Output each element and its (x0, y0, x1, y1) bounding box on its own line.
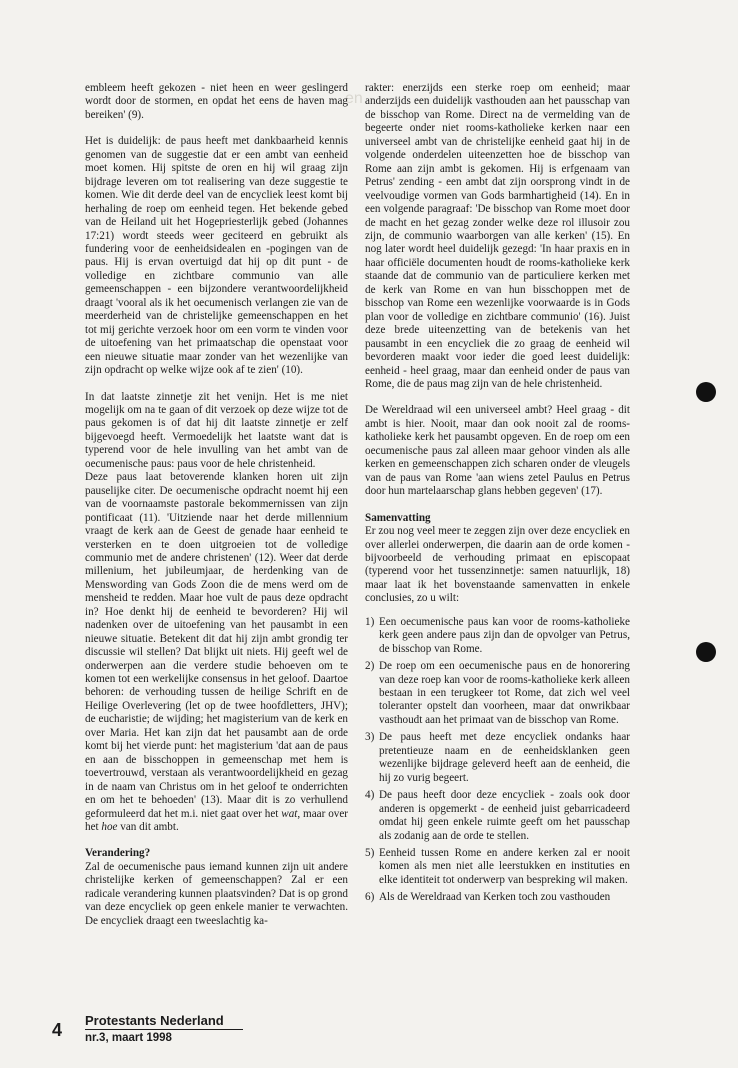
list-item (365, 616, 630, 656)
right-column (365, 82, 630, 909)
list-item (365, 891, 630, 904)
paragraph: De Wereldraad wil een universeel ambt? Heel graag - dit ambt is hier. Nooit, maar dan ook nooit zal de rooms-katholieke kerk het pausambt opgeven. En de roep om een oecumenische paus zal alleen maar gehoor vinden als alle kerken en gemeenschappen zich scharen onder de vleugels van de paus van Rome 'aan wiens zetel Paulus en Petrus door hun martelaarschap glans hebben gegeven' (17). (365, 404, 630, 498)
paragraph: Het is duidelijk: de paus heeft met dankbaarheid kennis genomen van de suggestie dat er een ambt van eenheid moet komen. Hij spitste de oren en hij wil graag zijn bijdrage leveren om tot realisering van deze suggestie te komen. Wie dit derde deel van de encycliek leest komt bij herhaling de roep om eenheid tegen. Het bekende gebed van de Heiland uit het Hogepriesterlijk gebed (Johannes 17:21) wordt steeds weer geciteerd en gebruikt als fundering voor de eenheidsidealen en -pogingen van de paus. Hij is ervan overtuigd dat hij op dit punt - de volledige en zichtbare communio van alle gemeenschappen - een bijzondere verantwoordelijkheid draagt 'vooral als ik het oecumenisch verlangen zie van de meerderheid van de christelijke gemeenschappen en het tot mij gerichte verzoek hoor om een vorm te vinden voor de uitoefening van het primaatschap die openstaat voor een nieuwe situatie maar zonder van het wezenlijke van zijn opdracht op welke wijze ook af te zien' (10). (85, 135, 348, 377)
list-number: 3) (365, 731, 375, 744)
paragraph-text: Deze paus laat betoverende klanken horen uit zijn pauselijke citer. De oecumenische opdracht noemt hij een van de voornaamste pastorale bekommernissen van zijn pontificaat (11). 'Uitziende naar het derde millennium vraagt de kerk aan de Geest de genade haar eenheid te versterken en te doen uitgroeien tot de volledige communio met de andere christenen' (12). Weer dat derde millenium, het jubileumjaar, de herdenking van de Menswording van Gods Zoon die de mens werd om de mensheid te redden. Maar hoe vult de paus deze opdracht in? Hoe denkt hij de eenheid te bevorderen? Hij wil nadenken over de uitoefening van het pausambt in een nieuwe situatie. Betekent dit dat hij zijn ambt grondig ter discussie wil stellen? Dat blijkt uit niets. Hij geeft wel de onderwerpen aan die verdere studie behoeven om te komen tot een werkelijke consensus in het geloof. Daartoe behoren: de verhouding tussen de heilige Schrift en de Heilige Overlevering (let op de twee hoofdletters, JHV); de eucharistie; de wijding; het magisterium van de kerk en over Maria. Het kan zijn dat het pausambt aan de orde komt bij het vierde punt: het magisterium 'dat aan de paus en aan de bisschoppen in gemeenschap met hem is toevertrouwd, verstaan als verantwoordelijkheid en gezag in de naam van Christus om in het geloof te onderrichten en om het te behoeden' (13). Maar dit is zo verhullend geformuleerd dat het m.i. niet gaat over het (85, 471, 348, 820)
paragraph-text: van dit ambt. (117, 821, 179, 834)
publication-footer (85, 1013, 243, 1046)
list-item (365, 660, 630, 727)
page-number: 4 (52, 1020, 63, 1040)
punch-hole-icon (696, 382, 716, 402)
list-number: 2) (365, 660, 375, 673)
list-number: 1) (365, 615, 375, 628)
section-heading-verandering: Verandering? (85, 847, 151, 860)
paragraph: In dat laatste zinnetje zit het venijn. Het is me niet mogelijk om na te gaan of dit verzoek op deze wijze tot de paus gekomen is of dat hij dit laatste zinnetje er zelf bijgevoegd heeft. Vermoedelijk het laatste want dat is typerend voor de hele invulling van het ambt van de oecumenische paus: paus voor de hele christenheid. (85, 390, 348, 470)
paragraph: embleem heeft gekozen - niet heen en weer geslingerd wordt door de stormen, en opdat het eens de haven mag bereiken' (9). (85, 82, 348, 121)
emphasis-hoe: hoe (101, 821, 118, 834)
footer-rule (85, 1029, 243, 1030)
paragraph (85, 471, 348, 834)
paragraph: Er zou nog veel meer te zeggen zijn over deze encycliek en over allerlei onderwerpen, die daarin aan de orde komen - bijvoorbeeld de verhouding primaat en episcopaat (typerend voor het tussenzinnetje: samen natuurlijk, 18) maar laat ik het bovenstaande samenvatten in enkele conclusies, zo u wilt: (365, 525, 630, 605)
list-text: De roep om een oecumenische paus en de honorering van deze roep kan voor de rooms-katholieke kerk alleen bestaan in een terugkeer tot Rome, dat zich wel veel toleranter opstelt dan voorheen, maar dat onwrikbaar vasthoudt aan het primaat van de bisschop van Rome. (379, 660, 630, 726)
paragraph: Zal de oecumenische paus iemand kunnen zijn uit andere christelijke kerken of gemeenschappen? Zal er een radicale verandering kunnen plaatsvinden? Dat is op grond van deze encycliek op geen enkele manier te verwachten. De encycliek draagt een tweeslachtig ka- (85, 860, 348, 927)
conclusions-list (365, 616, 630, 905)
bleed-through-text: en (345, 90, 363, 107)
list-text: Als de Wereldraad van Kerken toch zou vasthouden (379, 891, 611, 904)
list-text: De paus heeft door deze encycliek - zoals ook door anderen is opgemerkt - de eenheid juist gebarricadeerd omdat hij geen enkele ruimte geeft om het pausschap als zodanig aan de orde te stellen. (379, 789, 630, 842)
publication-title: Protestants Nederland (85, 1013, 224, 1028)
list-item (365, 731, 630, 785)
list-item (365, 847, 630, 887)
list-number: 5) (365, 847, 375, 860)
left-column (85, 82, 348, 928)
list-item (365, 789, 630, 843)
section-heading-samenvatting: Samenvatting (365, 511, 431, 524)
list-text: Eenheid tussen Rome en andere kerken zal er nooit komen als men niet alle leerstukken en instituties en elke identiteit tot onderwerp van bespreking wil maken. (379, 847, 630, 886)
list-number: 6) (365, 891, 375, 904)
issue-label: nr.3, maart 1998 (85, 1032, 172, 1044)
list-text: De paus heeft met deze encycliek ondanks haar pretentieuze naam en de eenheidsklanken geen wezenlijke bijdrage geleverd heeft aan de eenheid, die hij zo vurig begeert. (379, 731, 630, 784)
paragraph: rakter: enerzijds een sterke roep om eenheid; maar anderzijds een duidelijk vasthouden aan het pausschap van de bisschop van Rome. Direct na de vermelding van de begeerte onder niet rooms-katholieke kerken naar een universeel ambt van de christelijke eenheid gaat hij in de volgende onderdelen uiteenzetten hoe de bisschop van Rome aan zijn ambt is gekomen. Hij is erfgenaam van Petrus' zending - een ambt dat zijn oorsprong vindt in de veelvoudige vormen van Gods barmhartigheid (14). En in een volgende paragraaf: 'De bisschop van Rome moet door de macht en het gezag zonder welke deze rol illusoir zou zijn, de communio waarborgen van alle kerken' (15). En nog later wordt heel duidelijk gezegd: 'In haar praxis en in haar officiële documenten houdt de rooms-katholieke kerk staande dat de communio van de particuliere kerken met de kerk van Rome en van hun bisschoppen met de bisschop van Rome een wezenlijke voorwaarde is in Gods plan voor de volledige en zichtbare communio' (16). Juist deze brede uiteenzetting van de betekenis van het pausambt in een encycliek die zo graag de eenheid wil bevorderen maakt voor ieder die goed leest duidelijk: eenheid - heel graag, maar dan eenheid onder de paus van Rome, die de paus mag zijn van de hele christenheid. (365, 82, 630, 390)
punch-hole-icon (696, 642, 716, 662)
emphasis-wat: wat (281, 807, 298, 820)
paragraph-text: , maar over het (85, 807, 348, 834)
list-text: Een oecumenische paus kan voor de rooms-katholieke kerk geen andere paus zijn dan de opvolger van Petrus, de bisschop van Rome. (379, 615, 630, 655)
list-number: 4) (365, 789, 375, 802)
